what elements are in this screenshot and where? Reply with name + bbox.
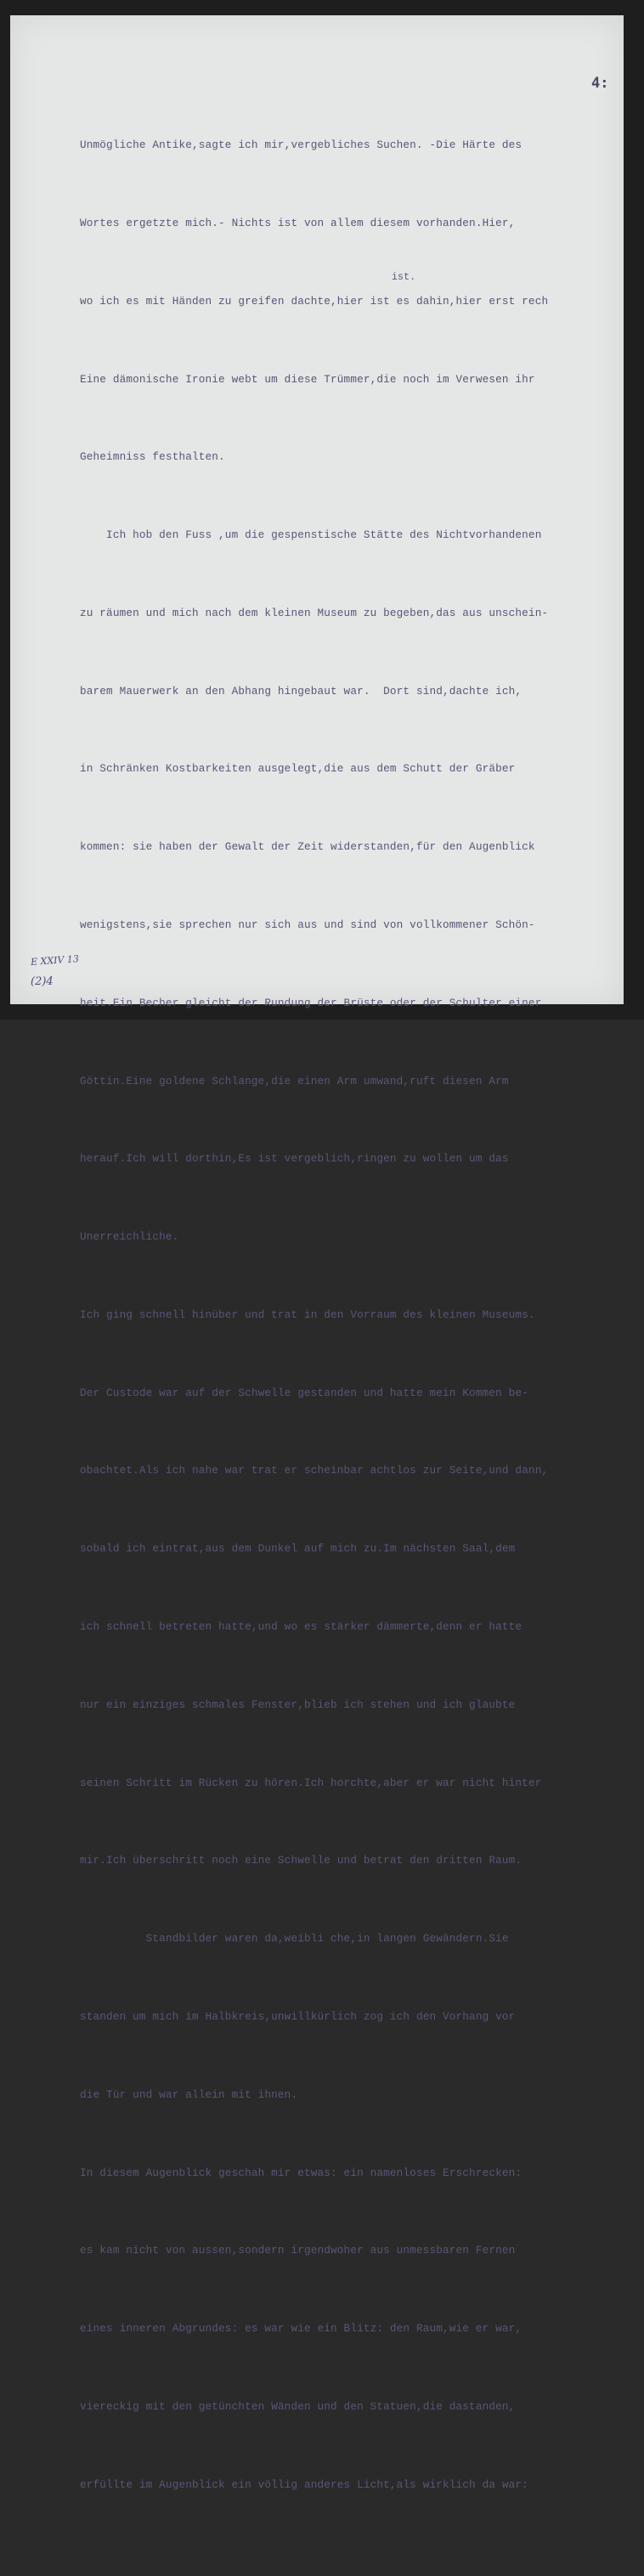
text-line: Unerreichliche.: [80, 1230, 179, 1244]
text-line: standen um mich im Halbkreis,unwillkürlich zog ich den Vorhang vor: [80, 2009, 516, 2023]
archive-folio: (2)4: [31, 975, 54, 988]
inserted-word: ist.: [392, 272, 416, 283]
text-line: wenigstens,sie sprechen nur sich aus und sind von vollkommener Schön-: [80, 918, 535, 931]
text-line: eines inneren Abgrundes: es war wie ein Blitz: den Raum,wie er war,: [80, 2322, 523, 2336]
text-line: Eine dämonische Ironie webt um diese Trümmer,die noch im Verwesen ihr: [80, 372, 535, 386]
typescript-body: [80, 81, 624, 2576]
text-line: Ich hob den Fuss ,um die gespenstische Stätte des Nichtvorhandenen: [80, 528, 542, 542]
text-line: Der Custode war auf der Schwelle gestanden und hatte mein Kommen be-: [80, 1386, 528, 1399]
text-line: Ich ging schnell hinüber und trat in den Vorraum des kleinen Museums.: [80, 1308, 535, 1321]
text-line: nur ein einziges schmales Fenster,blieb ich stehen und ich glaubte: [80, 1698, 516, 1711]
text-line: es kam nicht von aussen,sondern irgendwoher aus unmessbaren Fernen: [80, 2244, 516, 2257]
text-line: sobald ich eintrat,aus dem Dunkel auf mich zu.Im nächsten Saal,dem: [80, 1542, 516, 1556]
text-line: Geheimniss festhalten.: [80, 450, 225, 464]
text-line: zu räumen und mich nach dem kleinen Museum zu begeben,das aus unschein-: [80, 606, 549, 619]
text-line: ich schnell betreten hatte,und wo es stärker dämmerte,denn er hatte: [80, 1620, 523, 1634]
text-line: heit.Ein Becher gleicht der Rundung der Brüste oder der Schulter einer: [80, 996, 542, 1009]
text-line: kommen: sie haben der Gewalt der Zeit widerstanden,für den Augenblick: [80, 840, 535, 854]
text-line: Unmögliche Antike,sagte ich mir,vergebliches Suchen. -Die Härte des: [80, 138, 523, 152]
text-line: viereckig mit den getünchten Wänden und den Statuen,die dastanden,: [80, 2399, 516, 2413]
text-line: seinen Schritt im Rücken zu hören.Ich horchte,aber er war nicht hinter: [80, 1776, 542, 1789]
text-line: In diesem Augenblick geschah mir etwas: ein namenloses Erschrecken:: [80, 2166, 523, 2179]
page-number: 4:: [591, 75, 609, 92]
text-line: herauf.Ich will dorthin,Es ist vergeblich,ringen zu wollen um das: [80, 1152, 509, 1166]
text-line: obachtet.Als ich nahe war trat er scheinbar achtlos zur Seite,und dann,: [80, 1464, 549, 1477]
text-line: Wortes ergetzte mich.- Nichts ist von allem diesem vorhanden.Hier,: [80, 216, 516, 229]
text-line: Standbilder waren da,weibli che,in langen Gewändern.Sie: [80, 1932, 509, 1946]
text-line: die Tür und war allein mit ihnen.: [80, 2087, 298, 2101]
text-line: Göttin.Eine goldene Schlange,die einen Arm umwand,ruft diesen Arm: [80, 1074, 509, 1087]
text-line: barem Mauerwerk an den Abhang hingebaut war. Dort sind,dachte ich,: [80, 684, 523, 698]
text-line: mir.Ich überschritt noch eine Schwelle und betrat den dritten Raum.: [80, 1854, 523, 1867]
text-line: wo ich es mit Händen zu greifen dachte,hier ist es dahin,hier erst rech: [80, 294, 549, 308]
archive-signature: E XXIV 13: [30, 953, 80, 968]
text-line: erfüllte im Augenblick ein völlig anderes Licht,als wirklich da war:: [80, 2477, 528, 2491]
text-line: in Schränken Kostbarkeiten ausgelegt,die aus dem Schutt der Gräber: [80, 762, 516, 776]
